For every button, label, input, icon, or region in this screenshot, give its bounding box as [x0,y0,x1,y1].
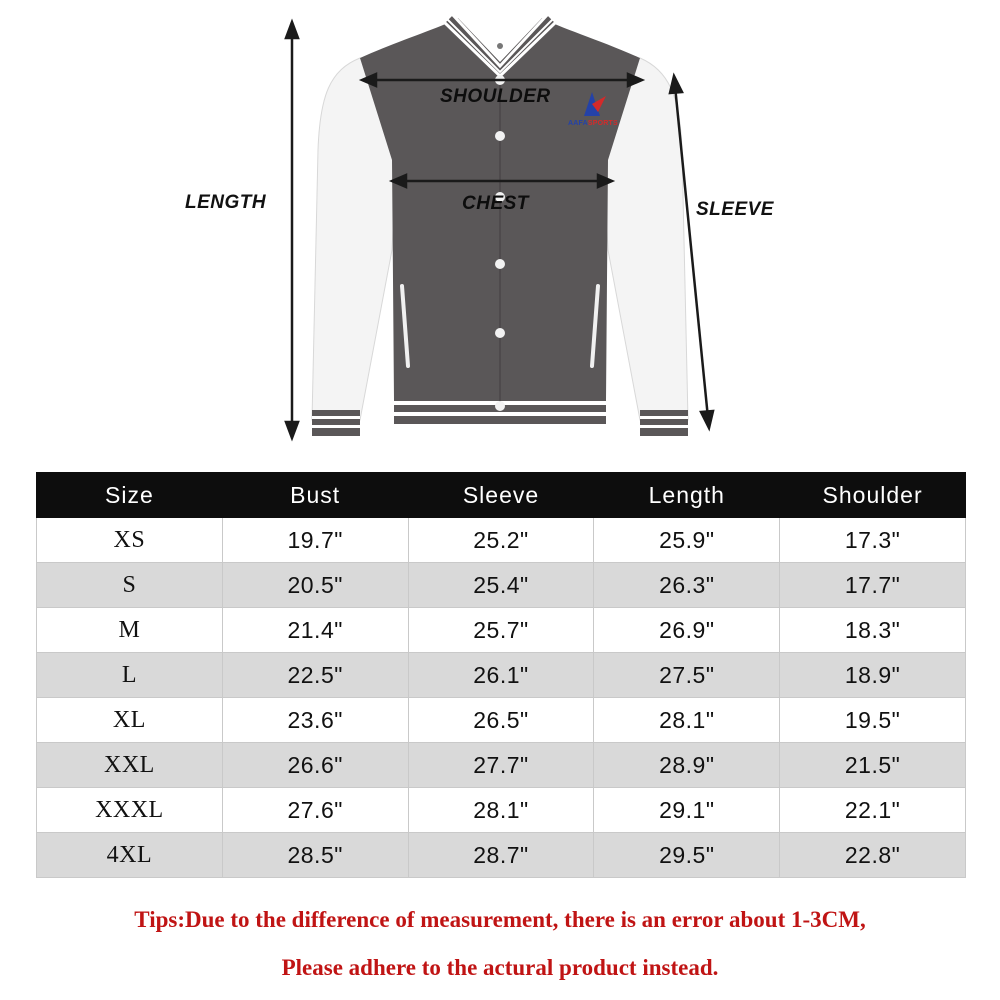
header-shoulder: Shoulder [780,473,966,518]
bust-cell: 23.6" [222,698,408,743]
bust-cell: 26.6" [222,743,408,788]
size-cell: L [37,653,223,698]
button [495,131,505,141]
length-cell: 28.1" [594,698,780,743]
size-cell: M [37,608,223,653]
length-cell: 27.5" [594,653,780,698]
sleeve-cell: 25.7" [408,608,594,653]
size-cell: 4XL [37,833,223,878]
button [495,328,505,338]
bust-cell: 20.5" [222,563,408,608]
chest-label: CHEST [462,193,529,214]
table-row [37,788,966,833]
sleeve-label: SLEEVE [696,199,774,220]
shoulder-cell: 18.9" [780,653,966,698]
sleeve-cell: 28.1" [408,788,594,833]
right-cuff [640,410,688,436]
table-row [37,743,966,788]
sleeve-cell: 25.2" [408,518,594,563]
button [495,401,505,411]
sleeve-cell: 28.7" [408,833,594,878]
bust-cell: 22.5" [222,653,408,698]
brand-logo-main: AAFA [568,120,588,127]
bust-cell: 27.6" [222,788,408,833]
bust-cell: 19.7" [222,518,408,563]
table-row [37,608,966,653]
table-row [37,698,966,743]
header-sleeve: Sleeve [408,473,594,518]
length-cell: 26.3" [594,563,780,608]
shoulder-cell: 17.3" [780,518,966,563]
length-cell: 29.5" [594,833,780,878]
left-cuff [312,410,360,436]
header-length: Length [594,473,780,518]
jacket-illustration [0,0,1000,460]
brand-logo-text [568,120,618,127]
shoulder-cell: 21.5" [780,743,966,788]
shoulder-cell: 22.1" [780,788,966,833]
bust-cell: 28.5" [222,833,408,878]
shoulder-cell: 17.7" [780,563,966,608]
length-arrow [286,22,298,438]
table-header-row [37,473,966,518]
bust-cell: 21.4" [222,608,408,653]
size-cell: XXL [37,743,223,788]
table-row [37,563,966,608]
shoulder-cell: 18.3" [780,608,966,653]
length-cell: 29.1" [594,788,780,833]
header-size: Size [37,473,223,518]
sleeve-cell: 26.5" [408,698,594,743]
sleeve-cell: 27.7" [408,743,594,788]
sleeve-cell: 26.1" [408,653,594,698]
jacket-diagram [0,0,1000,460]
header-bust: Bust [222,473,408,518]
size-cell: XS [37,518,223,563]
brand-logo-accent: SPORTS [587,120,618,127]
size-cell: XL [37,698,223,743]
table-row [37,518,966,563]
shoulder-label: SHOULDER [440,86,551,107]
shoulder-cell: 19.5" [780,698,966,743]
size-chart-table [36,472,966,878]
button [495,259,505,269]
tips-line-1: Tips:Due to the difference of measurement, there is an error about 1-3CM, [134,907,866,932]
size-cell: XXXL [37,788,223,833]
table-row [37,833,966,878]
length-cell: 26.9" [594,608,780,653]
size-cell: S [37,563,223,608]
sleeve-cell: 25.4" [408,563,594,608]
shoulder-cell: 22.8" [780,833,966,878]
table-row [37,653,966,698]
length-label: LENGTH [185,192,267,213]
length-cell: 28.9" [594,743,780,788]
length-cell: 25.9" [594,518,780,563]
tips-line-2: Please adhere to the actural product instead. [281,955,719,980]
